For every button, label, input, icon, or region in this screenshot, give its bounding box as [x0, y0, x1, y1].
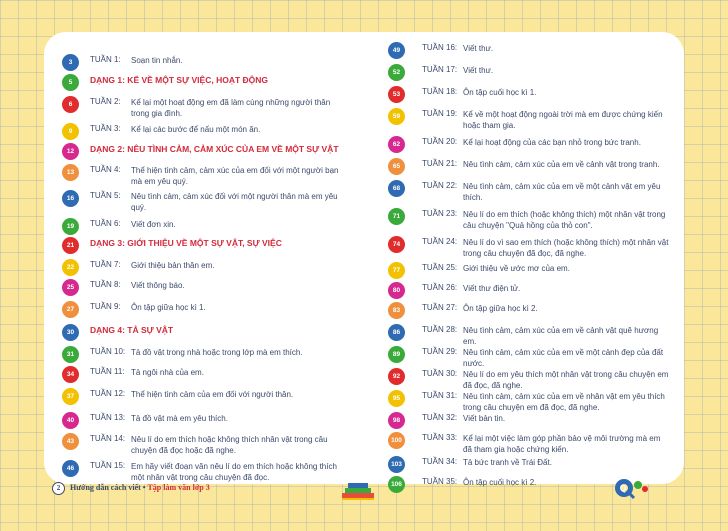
- week-label: TUẦN 10:: [90, 347, 126, 356]
- lesson-description: Tả đồ vật trong nhà hoặc trong lớp mà em thích.: [131, 348, 303, 357]
- page-number-badge: 16: [62, 190, 79, 207]
- lesson-description: Nêu lí do vì sao em thích (hoặc không thích) một nhân vật trong câu chuyện đã đọc, đã nghe.: [463, 238, 669, 258]
- week-label: TUẦN 1:: [90, 55, 121, 64]
- lesson-description: Viết thư.: [463, 44, 494, 53]
- week-label: TUẦN 4:: [90, 165, 121, 174]
- section-heading: DẠNG 1: KỂ VỀ MỘT SỰ VIỆC, HOẠT ĐỘNG: [90, 75, 269, 85]
- right-column: [370, 32, 682, 488]
- week-label: TUẦN 22:: [422, 181, 458, 190]
- page-number-badge: 6: [62, 96, 79, 113]
- lesson-description: Ôn tập cuối học kì 1.: [463, 88, 537, 97]
- page-number-badge: 9: [62, 123, 79, 140]
- books-icon: [340, 480, 376, 502]
- week-label: TUẦN 11:: [90, 367, 125, 376]
- lesson-description: Kể lại hoạt động của các bạn nhỏ trong bức tranh.: [463, 138, 641, 147]
- lesson-description: Kể lại một hoạt động em đã làm cùng những người thân trong gia đình.: [131, 98, 331, 118]
- footer-title: [52, 482, 210, 495]
- week-label: TUẦN 6:: [90, 219, 121, 228]
- page-number-badge: 74: [388, 236, 405, 253]
- lesson-description: Nêu tình cảm, cảm xúc của em về cảnh vật quê hương em.: [463, 326, 659, 346]
- logo-icon: [612, 476, 650, 500]
- lesson-description: Thể hiện tình cảm của em đối với người thân.: [131, 390, 294, 399]
- week-label: TUẦN 23:: [422, 209, 458, 218]
- lesson-description: Viết thư.: [463, 66, 494, 75]
- left-column: [44, 32, 356, 484]
- week-label: TUẦN 5:: [90, 191, 121, 200]
- page-number-badge: 3: [62, 54, 79, 71]
- week-label: TUẦN 17:: [422, 65, 458, 74]
- week-label: TUẦN 29:: [422, 347, 458, 356]
- page-number-badge: 65: [388, 158, 405, 175]
- lesson-description: Viết đơn xin.: [131, 220, 176, 229]
- page-number-badge: 77: [388, 262, 405, 279]
- week-label: TUẦN 2:: [90, 97, 121, 106]
- lesson-description: Ôn tập cuối học kì 2.: [463, 478, 537, 487]
- lesson-description: Viết thông báo.: [131, 281, 185, 290]
- page-number-badge: 92: [388, 368, 405, 385]
- section-heading: DẠNG 3: GIỚI THIỆU VỀ MỘT SỰ VẬT, SỰ VIỆC: [90, 238, 282, 248]
- title-separator: •: [142, 483, 146, 492]
- lesson-description: Nêu lí do em thích hoặc không thích nhân vật trong câu chuyện đã đọc hoặc đã nghe.: [131, 435, 328, 455]
- week-label: TUẦN 34:: [422, 457, 458, 466]
- week-label: TUẦN 27:: [422, 303, 458, 312]
- lesson-description: Tả bức tranh về Trái Đất.: [463, 458, 552, 467]
- week-label: TUẦN 15:: [90, 461, 126, 470]
- lesson-description: Nêu tình cảm, cảm xúc của em về một cảnh vật em yêu thích.: [463, 182, 661, 202]
- section-heading: DẠNG 2: NÊU TÌNH CẢM, CẢM XÚC CỦA EM VỀ MỘT SỰ VẬT: [90, 144, 339, 154]
- page-number-badge: 83: [388, 302, 405, 319]
- page-number-badge: 95: [388, 390, 405, 407]
- week-label: TUẦN 35:: [422, 477, 458, 486]
- week-label: TUẦN 20:: [422, 137, 458, 146]
- page-number-badge: 40: [62, 412, 79, 429]
- lesson-description: Ôn tập giữa học kì 1.: [131, 303, 206, 312]
- page-number-badge: 106: [388, 476, 405, 493]
- page-number-badge: 5: [62, 74, 79, 91]
- page-number-badge: 103: [388, 456, 405, 473]
- logo-letter: Q: [620, 484, 627, 493]
- lesson-description: Tả đồ vật mà em yêu thích.: [131, 414, 228, 423]
- week-label: TUẦN 3:: [90, 124, 121, 133]
- lesson-description: Ôn tập giữa học kì 2.: [463, 304, 538, 313]
- page-number-badge: 31: [62, 346, 79, 363]
- week-label: TUẦN 32:: [422, 413, 458, 422]
- lesson-description: Viết thư điện tử.: [463, 284, 521, 293]
- week-label: TUẦN 8:: [90, 280, 121, 289]
- page-number-badge: 43: [62, 433, 79, 450]
- page-number-badge: 49: [388, 42, 405, 59]
- page-number-badge: 80: [388, 282, 405, 299]
- lesson-description: Em hãy viết đoạn văn nêu lí do em thích hoặc không thích một nhân vật trong câu chuyện đã đọc.: [131, 462, 337, 482]
- lesson-description: Giới thiệu bản thân em.: [131, 261, 215, 270]
- lesson-description: Kể lại một việc làm góp phần bảo vệ môi trường mà em đã tham gia hoặc chứng kiến.: [463, 434, 661, 454]
- page-number-badge: 19: [62, 218, 79, 235]
- page-number-badge: 30: [62, 324, 79, 341]
- page-number-badge: 68: [388, 180, 405, 197]
- week-label: TUẦN 21:: [422, 159, 458, 168]
- book-title: Hướng dẫn cách viết: [70, 483, 141, 492]
- lesson-description: Nêu tình cảm, cảm xúc của em về một cảnh đẹp của đất nước.: [463, 348, 664, 368]
- lesson-description: Soạn tin nhắn.: [131, 56, 183, 65]
- week-label: TUẦN 30:: [422, 369, 458, 378]
- page-number-badge: 62: [388, 136, 405, 153]
- lesson-description: Nêu tình cảm, cảm xúc của em về cảnh vật trong tranh.: [463, 160, 660, 169]
- week-label: TUẦN 7:: [90, 260, 121, 269]
- week-label: TUẦN 18:: [422, 87, 458, 96]
- page-number-badge: 12: [62, 143, 79, 160]
- page-number-badge: 86: [388, 324, 405, 341]
- page-number-badge: 100: [388, 432, 405, 449]
- lesson-description: Nêu tình cảm, cảm xúc của em về nhân vật em yêu thích trong câu chuyện em đã đọc, đã nghe.: [463, 392, 665, 412]
- lesson-description: Viết bản tin.: [463, 414, 506, 423]
- page-number-badge: 37: [62, 388, 79, 405]
- lesson-description: Tả ngôi nhà của em.: [131, 368, 204, 377]
- page-number: 2: [52, 482, 65, 495]
- page-number-badge: 21: [62, 237, 79, 254]
- page-number-badge: 89: [388, 346, 405, 363]
- lesson-description: Nêu lí do em thích (hoặc không thích) một nhân vật trong câu chuyện "Quả hồng của thỏ con".: [463, 210, 666, 230]
- week-label: TUẦN 19:: [422, 109, 458, 118]
- page-number-badge: 52: [388, 64, 405, 81]
- lesson-description: Kể lại các bước để nấu một món ăn.: [131, 125, 261, 134]
- week-label: TUẦN 26:: [422, 283, 458, 292]
- week-label: TUẦN 16:: [422, 43, 458, 52]
- lesson-description: Giới thiệu về ước mơ của em.: [463, 264, 570, 273]
- section-heading: DẠNG 4: TẢ SỰ VẬT: [90, 325, 174, 335]
- page-number-badge: 13: [62, 164, 79, 181]
- lesson-description: Nêu tình cảm, cảm xúc đối với một người thân mà em yêu quý.: [131, 192, 338, 212]
- week-label: TUẦN 14:: [90, 434, 126, 443]
- page-number-badge: 53: [388, 86, 405, 103]
- page-number-badge: 27: [62, 301, 79, 318]
- week-label: TUẦN 28:: [422, 325, 458, 334]
- lesson-description: Nêu lí do em yêu thích một nhân vật trong câu chuyện em đã đọc, đã nghe.: [463, 370, 669, 390]
- week-label: TUẦN 31:: [422, 391, 458, 400]
- week-label: TUẦN 24:: [422, 237, 458, 246]
- lesson-description: Kể về một hoạt động ngoài trời mà em được chứng kiến hoặc tham gia.: [463, 110, 663, 130]
- book-subtitle: Tập làm văn lớp 3: [147, 483, 210, 492]
- page-number-badge: 71: [388, 208, 405, 225]
- week-label: TUẦN 9:: [90, 302, 121, 311]
- page-number-badge: 22: [62, 259, 79, 276]
- week-label: TUẦN 33:: [422, 433, 458, 442]
- page-number-badge: 25: [62, 279, 79, 296]
- page-number-badge: 34: [62, 366, 79, 383]
- page-number-badge: 59: [388, 108, 405, 125]
- publisher-logo: [612, 476, 650, 505]
- week-label: TUẦN 25:: [422, 263, 458, 272]
- week-label: TUẦN 12:: [90, 389, 126, 398]
- page-number-badge: 98: [388, 412, 405, 429]
- lesson-description: Thể hiện tình cảm, cảm xúc của em đối với một người bạn mà em yêu quý.: [131, 166, 339, 186]
- page-number-badge: 46: [62, 460, 79, 477]
- week-label: TUẦN 13:: [90, 413, 126, 422]
